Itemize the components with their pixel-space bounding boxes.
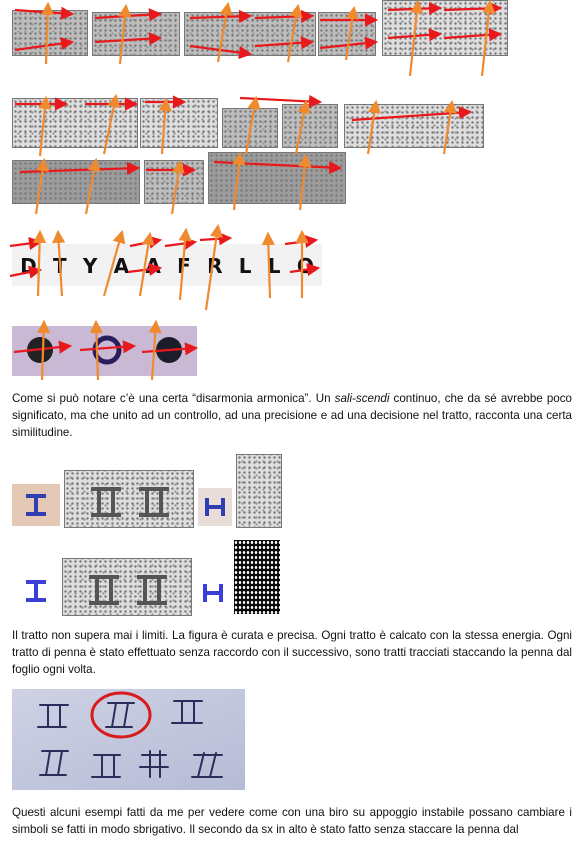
paragraph-1 <box>12 390 572 441</box>
theta-photo <box>12 326 197 376</box>
paragraph-1-emphasis: sali-scendi <box>334 392 390 405</box>
theta-symbols <box>12 326 197 376</box>
ink-symbol-photo <box>196 574 230 612</box>
glyph-tile <box>12 160 140 204</box>
ink-symbol-photo <box>12 570 60 612</box>
glyph-tile <box>62 558 192 616</box>
strip-letter: R <box>207 254 223 278</box>
glyph-tile <box>222 108 278 148</box>
paragraph-3: Questi alcuni esempi fatti da me per vedere come con una biro su appoggio instabile possano cambiare i simboli se fatti in modo sbrigativo. Il secondo da sx in alto è stato fatto senza staccare la penna dal <box>12 806 572 836</box>
ink-symbol-photo <box>198 488 232 526</box>
strip-letter: A <box>145 254 161 278</box>
glyph-tile <box>12 98 138 148</box>
highlight-circle <box>92 693 150 737</box>
letter-strip <box>12 244 322 286</box>
glyph-tile <box>236 454 282 528</box>
glyph-tile <box>184 12 316 56</box>
paragraph-1-text-cont: continuo, che da sé avrebbe poco significato, ma che unito ad un controllo, ad una precisione e ad una decisione nel tratto, racconta una certa similitudine. <box>12 392 572 439</box>
strip-letter: T <box>53 254 67 278</box>
glyph-tile <box>382 0 508 56</box>
glyph-tile <box>92 12 180 56</box>
strip-letter: D <box>20 254 37 278</box>
handwritten-examples-photo <box>12 689 245 790</box>
glyph-tile <box>64 470 194 528</box>
strip-letter: L <box>238 254 252 278</box>
binary-glyph-photo <box>234 540 280 614</box>
strip-letter: L <box>267 254 281 278</box>
strip-letter: Y <box>82 254 98 278</box>
strip-letter: F <box>177 254 191 278</box>
glyph-tile <box>318 12 376 56</box>
glyph-tile <box>12 10 88 56</box>
glyph-tile <box>344 104 484 148</box>
ink-symbol-photo <box>12 484 60 526</box>
paragraph-1-text: Come si può notare c’è una certa “disarmonia armonica”. Un <box>12 392 335 405</box>
glyph-tile <box>144 160 204 204</box>
strip-letter: A <box>113 254 130 278</box>
paragraph-2: Il tratto non supera mai i limiti. La figura è curata e precisa. Ogni tratto è calcato con la stessa energia. Ogni tratto di penna è stato effettuato senza raccordo con il successivo, sono tratti tracciati staccando la penna dal foglio ogni volta. <box>12 629 572 676</box>
strip-letter: O <box>296 254 314 278</box>
glyph-tile <box>208 152 346 204</box>
glyph-tile <box>282 104 338 148</box>
glyph-tile <box>140 98 218 148</box>
handwritten-symbols <box>12 689 245 790</box>
